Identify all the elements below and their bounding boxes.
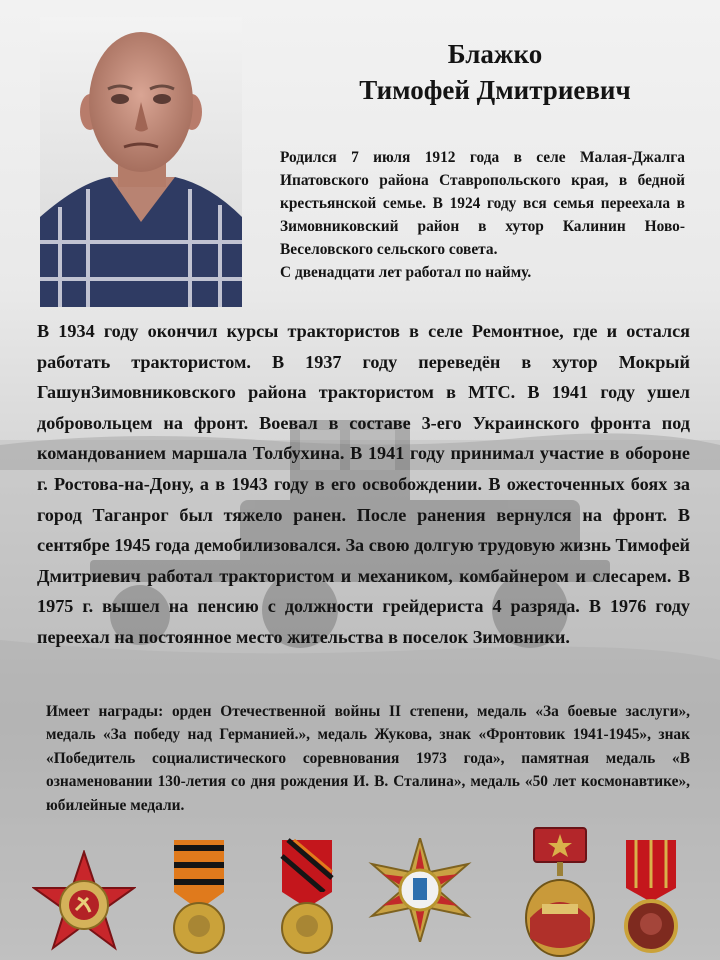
bio-intro-text: Родился 7 июля 1912 года в селе Малая-Джалга Ипатовского района Ставропольского края, в бедной крестьянской семье. В 1924 году вся семья переехала в Зимовниковский район в хутор Калинин Ново-Веселовского сельского совета. bbox=[280, 149, 685, 258]
given-names: Тимофей Дмитриевич bbox=[359, 75, 631, 105]
medal-zhukov-icon bbox=[276, 838, 338, 956]
badge-socialist-competition-icon bbox=[520, 826, 600, 960]
order-patriotic-war-icon bbox=[32, 850, 136, 954]
bio-main-text: В 1934 году окончил курсы трактористов в селе Ремонтное, где и остался работать трактористом. В 1937 году переведён в хутор Мокрый ГашунЗимовниковского района трактористом в МТС. В 1941 году ушел добровольцем на фронт. Воевал в составе 3-его Украинского фронта под командованием маршала Толбухина. В 1941 году принимал участие в обороне г. Ростова-на-Дону, а в 1943 году в его освобождении. В ожесточенных боях за город Таганрог был тяжело ранен. После ранения вернулся на фронт. В сентябре 1945 года демобилизовался. За свою долгую трудовую жизнь Тимофей Дмитриевич работал трактористом и механиком, комбайнером и слесарем. В 1975 г. вышел на пенсию с должности грейдериста 4 разряда. В 1976 году переехал на постоянное место жительства в поселок Зимовники. bbox=[37, 321, 690, 647]
bio-intro-last-line: С двенадцати лет работал по найму. bbox=[280, 264, 532, 281]
medal-stalin-130-years-icon bbox=[622, 838, 680, 956]
badge-frontovik-icon bbox=[368, 838, 472, 942]
bio-intro bbox=[280, 146, 685, 284]
medal-victory-over-germany-icon bbox=[168, 838, 230, 956]
person-name-heading bbox=[300, 36, 690, 108]
portrait-photo bbox=[40, 17, 242, 307]
awards-text: Имеет награды: орден Отечественной войны II степени, медаль «За боевые заслуги», медаль «За победу над Германией.», медаль Жукова, знак «Фронтовик 1941-1945», знак «Победитель социалистического соревнования 1973 года», памятная медаль «В ознаменовании 130-летия со дня рождения И. В. Сталина», медаль «50 лет космонавтике», юбилейные медали. bbox=[46, 703, 690, 814]
surname: Блажко bbox=[447, 39, 543, 69]
